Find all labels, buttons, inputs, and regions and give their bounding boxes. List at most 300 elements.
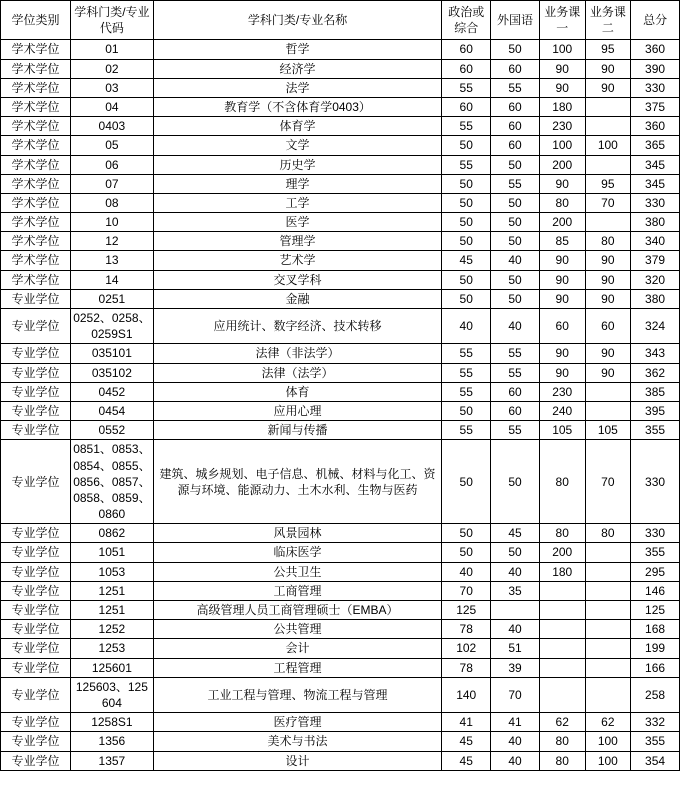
cell-politics: 50 [442, 136, 491, 155]
cell-name: 体育 [153, 382, 442, 401]
table-row [1, 40, 680, 59]
cell-name: 工程管理 [153, 658, 442, 677]
table-row [1, 117, 680, 136]
cell-politics: 50 [442, 193, 491, 212]
cell-name: 法律（非法学） [153, 344, 442, 363]
cell-category: 专业学位 [1, 401, 71, 420]
header-row [1, 1, 680, 40]
cell-category: 学术学位 [1, 117, 71, 136]
table-row [1, 270, 680, 289]
cell-politics: 78 [442, 658, 491, 677]
cell-foreign: 51 [491, 639, 540, 658]
cell-politics: 78 [442, 620, 491, 639]
cell-category: 专业学位 [1, 732, 71, 751]
table-row [1, 363, 680, 382]
cell-foreign: 55 [491, 78, 540, 97]
table-row [1, 136, 680, 155]
cell-code: 0403 [71, 117, 154, 136]
cell-biz1: 200 [539, 155, 585, 174]
table-row [1, 421, 680, 440]
cell-foreign: 70 [491, 677, 540, 712]
column-header-foreign: 外国语 [491, 1, 540, 40]
cell-foreign: 60 [491, 59, 540, 78]
table-row [1, 232, 680, 251]
cell-politics: 60 [442, 59, 491, 78]
cell-total: 330 [631, 440, 680, 524]
cell-biz2 [585, 639, 631, 658]
cell-politics: 55 [442, 382, 491, 401]
cell-total: 375 [631, 97, 680, 116]
cell-total: 330 [631, 524, 680, 543]
cell-category: 专业学位 [1, 658, 71, 677]
cell-name: 新闻与传播 [153, 421, 442, 440]
cell-name: 法学 [153, 78, 442, 97]
cell-foreign: 40 [491, 251, 540, 270]
table-row [1, 677, 680, 712]
cell-total: 385 [631, 382, 680, 401]
cell-politics: 50 [442, 213, 491, 232]
cell-biz2 [585, 117, 631, 136]
table-row [1, 78, 680, 97]
table-row [1, 382, 680, 401]
cell-total: 355 [631, 732, 680, 751]
cell-foreign: 50 [491, 232, 540, 251]
cell-biz2 [585, 658, 631, 677]
cell-name: 美术与书法 [153, 732, 442, 751]
cell-category: 专业学位 [1, 620, 71, 639]
cell-code: 035101 [71, 344, 154, 363]
cell-code: 0251 [71, 289, 154, 308]
cell-total: 354 [631, 751, 680, 770]
cell-biz2 [585, 213, 631, 232]
cell-biz1: 60 [539, 309, 585, 344]
cell-total: 125 [631, 601, 680, 620]
cell-politics: 60 [442, 40, 491, 59]
cell-category: 学术学位 [1, 270, 71, 289]
cell-biz1 [539, 581, 585, 600]
cell-biz1: 100 [539, 40, 585, 59]
cell-total: 379 [631, 251, 680, 270]
cell-foreign: 39 [491, 658, 540, 677]
cell-code: 1258S1 [71, 713, 154, 732]
cell-politics: 55 [442, 117, 491, 136]
cell-total: 258 [631, 677, 680, 712]
cell-biz1: 180 [539, 97, 585, 116]
cell-total: 166 [631, 658, 680, 677]
cell-total: 360 [631, 40, 680, 59]
table-row [1, 713, 680, 732]
cell-code: 1251 [71, 581, 154, 600]
cell-biz2 [585, 601, 631, 620]
cell-category: 专业学位 [1, 344, 71, 363]
cell-foreign: 40 [491, 562, 540, 581]
cell-biz2: 100 [585, 732, 631, 751]
cell-politics: 60 [442, 97, 491, 116]
cell-politics: 41 [442, 713, 491, 732]
cell-biz1: 90 [539, 344, 585, 363]
cell-biz2 [585, 543, 631, 562]
table-row [1, 155, 680, 174]
cell-name: 金融 [153, 289, 442, 308]
table-row [1, 543, 680, 562]
cell-foreign: 50 [491, 155, 540, 174]
table-row [1, 440, 680, 524]
cell-category: 学术学位 [1, 155, 71, 174]
cell-category: 学术学位 [1, 251, 71, 270]
cell-name: 工业工程与管理、物流工程与管理 [153, 677, 442, 712]
cell-category: 学术学位 [1, 174, 71, 193]
table-row [1, 309, 680, 344]
cell-category: 专业学位 [1, 421, 71, 440]
cell-politics: 55 [442, 78, 491, 97]
cell-biz2: 90 [585, 363, 631, 382]
cell-politics: 102 [442, 639, 491, 658]
cell-category: 学术学位 [1, 59, 71, 78]
cell-category: 专业学位 [1, 581, 71, 600]
cell-code: 035102 [71, 363, 154, 382]
cell-name: 公共管理 [153, 620, 442, 639]
cell-biz2: 100 [585, 751, 631, 770]
cell-name: 医学 [153, 213, 442, 232]
cell-biz1: 105 [539, 421, 585, 440]
cell-total: 146 [631, 581, 680, 600]
cell-name: 管理学 [153, 232, 442, 251]
cell-name: 哲学 [153, 40, 442, 59]
cell-foreign: 45 [491, 524, 540, 543]
cell-biz2: 90 [585, 270, 631, 289]
cell-politics: 55 [442, 421, 491, 440]
cell-foreign: 50 [491, 289, 540, 308]
cell-category: 专业学位 [1, 382, 71, 401]
cell-politics: 50 [442, 440, 491, 524]
table-row [1, 524, 680, 543]
cell-total: 395 [631, 401, 680, 420]
cell-category: 专业学位 [1, 524, 71, 543]
table-row [1, 620, 680, 639]
cell-politics: 45 [442, 251, 491, 270]
cell-name: 风景园林 [153, 524, 442, 543]
cell-foreign [491, 601, 540, 620]
cell-code: 125601 [71, 658, 154, 677]
cell-foreign: 55 [491, 421, 540, 440]
cell-politics: 40 [442, 309, 491, 344]
cell-code: 05 [71, 136, 154, 155]
cell-total: 168 [631, 620, 680, 639]
cell-category: 学术学位 [1, 232, 71, 251]
cell-biz1: 90 [539, 251, 585, 270]
cell-politics: 45 [442, 732, 491, 751]
cell-code: 0252、0258、0259S1 [71, 309, 154, 344]
cell-biz1: 80 [539, 732, 585, 751]
cell-biz2: 90 [585, 344, 631, 363]
cell-politics: 45 [442, 751, 491, 770]
cell-total: 343 [631, 344, 680, 363]
cell-foreign: 50 [491, 213, 540, 232]
cell-total: 199 [631, 639, 680, 658]
cell-biz1: 90 [539, 289, 585, 308]
cell-name: 应用统计、数字经济、技术转移 [153, 309, 442, 344]
cell-foreign: 60 [491, 401, 540, 420]
column-header-biz1: 业务课一 [539, 1, 585, 40]
cell-foreign: 40 [491, 309, 540, 344]
cell-politics: 55 [442, 344, 491, 363]
cell-biz2: 90 [585, 289, 631, 308]
cell-biz1: 180 [539, 562, 585, 581]
cell-biz2 [585, 562, 631, 581]
cell-total: 330 [631, 193, 680, 212]
cell-politics: 50 [442, 543, 491, 562]
cell-category: 学术学位 [1, 78, 71, 97]
cell-foreign: 41 [491, 713, 540, 732]
cell-biz1: 90 [539, 174, 585, 193]
cell-biz1: 62 [539, 713, 585, 732]
cell-biz2 [585, 155, 631, 174]
cell-biz2: 90 [585, 251, 631, 270]
cell-foreign: 60 [491, 117, 540, 136]
cell-total: 355 [631, 543, 680, 562]
cell-total: 320 [631, 270, 680, 289]
cell-code: 04 [71, 97, 154, 116]
cell-biz2: 95 [585, 174, 631, 193]
cell-biz2 [585, 382, 631, 401]
cell-foreign: 55 [491, 174, 540, 193]
cell-total: 365 [631, 136, 680, 155]
cell-name: 工学 [153, 193, 442, 212]
column-header-biz2: 业务课二 [585, 1, 631, 40]
cell-biz2: 70 [585, 440, 631, 524]
cell-biz2 [585, 620, 631, 639]
cell-biz1: 90 [539, 363, 585, 382]
cell-biz1: 230 [539, 117, 585, 136]
cell-code: 10 [71, 213, 154, 232]
cell-foreign: 55 [491, 363, 540, 382]
cell-biz2 [585, 677, 631, 712]
cell-total: 345 [631, 155, 680, 174]
cell-biz1: 80 [539, 193, 585, 212]
cell-name: 设计 [153, 751, 442, 770]
column-header-code: 学科门类/专业代码 [71, 1, 154, 40]
cell-foreign: 50 [491, 543, 540, 562]
cell-total: 332 [631, 713, 680, 732]
cell-biz1: 200 [539, 213, 585, 232]
cell-name: 艺术学 [153, 251, 442, 270]
cell-biz1: 90 [539, 270, 585, 289]
cell-foreign: 55 [491, 344, 540, 363]
cell-politics: 70 [442, 581, 491, 600]
cell-foreign: 60 [491, 97, 540, 116]
cell-code: 125603、125604 [71, 677, 154, 712]
cell-code: 1051 [71, 543, 154, 562]
cell-code: 1253 [71, 639, 154, 658]
table-row [1, 344, 680, 363]
cell-politics: 125 [442, 601, 491, 620]
cell-category: 专业学位 [1, 639, 71, 658]
cell-name: 文学 [153, 136, 442, 155]
cell-biz1: 80 [539, 751, 585, 770]
cell-name: 应用心理 [153, 401, 442, 420]
column-header-total: 总分 [631, 1, 680, 40]
cell-biz2: 95 [585, 40, 631, 59]
cell-category: 专业学位 [1, 363, 71, 382]
cell-biz2: 60 [585, 309, 631, 344]
cell-total: 330 [631, 78, 680, 97]
cell-name: 体育学 [153, 117, 442, 136]
cell-name: 理学 [153, 174, 442, 193]
cell-total: 324 [631, 309, 680, 344]
cell-biz1: 100 [539, 136, 585, 155]
cell-biz1 [539, 601, 585, 620]
cell-biz1: 230 [539, 382, 585, 401]
cell-foreign: 40 [491, 620, 540, 639]
cell-foreign: 40 [491, 751, 540, 770]
cell-biz2 [585, 581, 631, 600]
table-row [1, 174, 680, 193]
cell-total: 295 [631, 562, 680, 581]
cell-foreign: 35 [491, 581, 540, 600]
cell-code: 07 [71, 174, 154, 193]
cell-politics: 50 [442, 401, 491, 420]
cell-total: 362 [631, 363, 680, 382]
column-header-category: 学位类别 [1, 1, 71, 40]
cell-code: 1356 [71, 732, 154, 751]
table-row [1, 639, 680, 658]
cell-foreign: 50 [491, 193, 540, 212]
cell-category: 专业学位 [1, 751, 71, 770]
cell-category: 专业学位 [1, 289, 71, 308]
cell-name: 法律（法学） [153, 363, 442, 382]
cell-code: 01 [71, 40, 154, 59]
cell-biz2 [585, 97, 631, 116]
cell-category: 专业学位 [1, 713, 71, 732]
table-row [1, 97, 680, 116]
cell-biz2: 80 [585, 524, 631, 543]
cell-name: 高级管理人员工商管理硕士（EMBA） [153, 601, 442, 620]
cell-category: 专业学位 [1, 440, 71, 524]
cell-category: 专业学位 [1, 309, 71, 344]
cell-politics: 55 [442, 155, 491, 174]
table-row [1, 213, 680, 232]
cell-biz2: 90 [585, 78, 631, 97]
cell-category: 专业学位 [1, 562, 71, 581]
cell-name: 教育学（不含体育学0403） [153, 97, 442, 116]
table-row [1, 59, 680, 78]
cell-foreign: 50 [491, 40, 540, 59]
cell-total: 345 [631, 174, 680, 193]
cell-politics: 140 [442, 677, 491, 712]
table-row [1, 401, 680, 420]
cell-politics: 50 [442, 232, 491, 251]
cell-name: 经济学 [153, 59, 442, 78]
cell-code: 06 [71, 155, 154, 174]
cell-code: 1251 [71, 601, 154, 620]
cell-biz1: 200 [539, 543, 585, 562]
cell-code: 08 [71, 193, 154, 212]
cell-biz2: 70 [585, 193, 631, 212]
cell-total: 380 [631, 213, 680, 232]
cell-code: 0552 [71, 421, 154, 440]
cell-name: 历史学 [153, 155, 442, 174]
table-row [1, 193, 680, 212]
cell-biz1 [539, 658, 585, 677]
cell-biz2: 62 [585, 713, 631, 732]
cell-biz1: 85 [539, 232, 585, 251]
table-row [1, 562, 680, 581]
cell-foreign: 60 [491, 136, 540, 155]
cell-total: 355 [631, 421, 680, 440]
cell-code: 14 [71, 270, 154, 289]
cell-code: 1053 [71, 562, 154, 581]
table-row [1, 732, 680, 751]
table-row [1, 751, 680, 770]
cell-code: 02 [71, 59, 154, 78]
cell-category: 学术学位 [1, 97, 71, 116]
table-row [1, 581, 680, 600]
cell-biz2: 80 [585, 232, 631, 251]
cell-category: 专业学位 [1, 601, 71, 620]
cell-foreign: 50 [491, 440, 540, 524]
cell-politics: 55 [442, 363, 491, 382]
cell-foreign: 40 [491, 732, 540, 751]
cell-foreign: 60 [491, 382, 540, 401]
cell-biz1: 90 [539, 59, 585, 78]
cell-politics: 50 [442, 289, 491, 308]
table-row [1, 601, 680, 620]
cell-biz1: 90 [539, 78, 585, 97]
cell-code: 12 [71, 232, 154, 251]
cell-name: 公共卫生 [153, 562, 442, 581]
cell-code: 0851、0853、0854、0855、0856、0857、0858、0859、0860 [71, 440, 154, 524]
cell-category: 学术学位 [1, 193, 71, 212]
cell-biz2: 90 [585, 59, 631, 78]
table-row [1, 251, 680, 270]
cell-politics: 50 [442, 270, 491, 289]
cell-biz1: 240 [539, 401, 585, 420]
cell-category: 学术学位 [1, 213, 71, 232]
cell-biz1: 80 [539, 440, 585, 524]
cell-politics: 50 [442, 174, 491, 193]
table-header [1, 1, 680, 40]
cell-code: 0862 [71, 524, 154, 543]
table-row [1, 289, 680, 308]
cell-name: 工商管理 [153, 581, 442, 600]
cell-biz2: 100 [585, 136, 631, 155]
cell-name: 医疗管理 [153, 713, 442, 732]
cell-total: 380 [631, 289, 680, 308]
cell-total: 390 [631, 59, 680, 78]
cell-biz1 [539, 620, 585, 639]
cell-code: 1357 [71, 751, 154, 770]
cell-category: 专业学位 [1, 677, 71, 712]
cell-code: 0454 [71, 401, 154, 420]
table-row [1, 658, 680, 677]
cell-code: 03 [71, 78, 154, 97]
cell-code: 1252 [71, 620, 154, 639]
cell-politics: 50 [442, 524, 491, 543]
cell-code: 0452 [71, 382, 154, 401]
column-header-politics: 政治或综合 [442, 1, 491, 40]
cell-total: 340 [631, 232, 680, 251]
cell-biz2 [585, 401, 631, 420]
cell-code: 13 [71, 251, 154, 270]
cell-category: 学术学位 [1, 136, 71, 155]
cell-category: 学术学位 [1, 40, 71, 59]
cell-politics: 40 [442, 562, 491, 581]
cell-name: 交叉学科 [153, 270, 442, 289]
cell-name: 建筑、城乡规划、电子信息、机械、材料与化工、资源与环境、能源动力、土木水利、生物与医药 [153, 440, 442, 524]
cell-biz1 [539, 639, 585, 658]
column-header-name: 学科门类/专业名称 [153, 1, 442, 40]
cell-name: 会计 [153, 639, 442, 658]
